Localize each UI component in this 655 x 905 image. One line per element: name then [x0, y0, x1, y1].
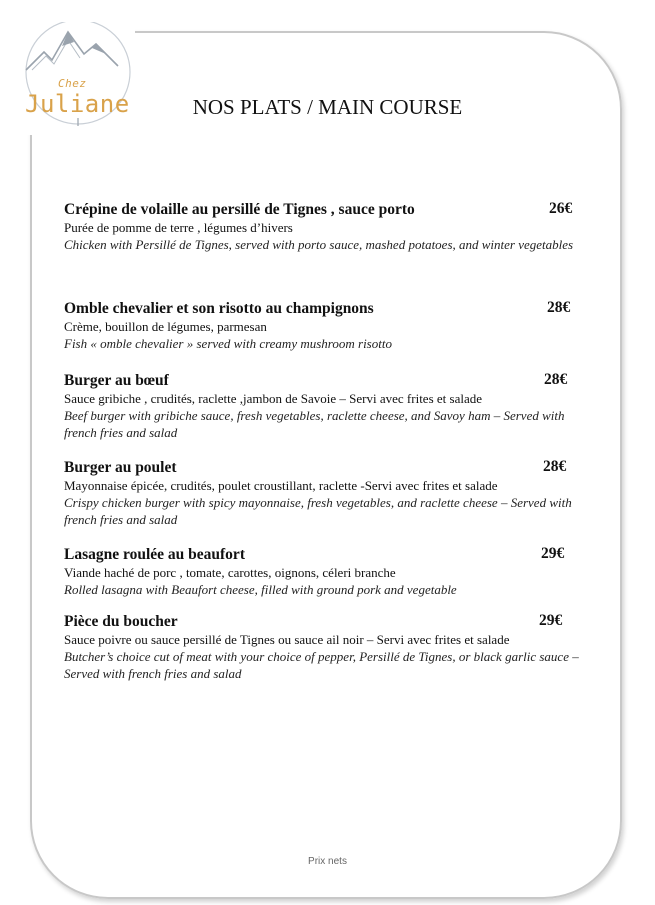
logo-text-juliane: Juliane: [25, 90, 130, 118]
dish-name: Crépine de volaille au persillé de Tignes , sauce porto: [64, 201, 415, 218]
dish-name: Burger au poulet: [64, 459, 177, 476]
dish-description-fr: Sauce gribiche , crudités, raclette ,jambon de Savoie – Servi avec frites et salade: [64, 391, 482, 406]
logo-text-chez: Chez: [58, 77, 87, 90]
dish-price: 28€: [543, 458, 567, 475]
dish-name: Lasagne roulée au beaufort: [64, 546, 245, 563]
dish-item: [64, 200, 584, 253]
dish-item: [64, 299, 584, 352]
dish-description-en: Butcher’s choice cut of meat with your choice of pepper, Persillé de Tignes, or black garlic sauce – Served with french fries and salad: [64, 649, 579, 681]
dish-item: [64, 371, 584, 441]
dish-description-fr: Viande haché de porc , tomate, carottes, oignons, céleri branche: [64, 565, 396, 580]
menu-title: NOS PLATS / MAIN COURSE: [192, 95, 463, 119]
dish-name: Burger au bœuf: [64, 372, 169, 389]
dish-price: 28€: [547, 299, 571, 316]
dish-description-fr: Crème, bouillon de légumes, parmesan: [64, 319, 267, 334]
dish-item: [64, 545, 584, 598]
dish-description-fr: Sauce poivre ou sauce persillé de Tignes ou sauce ail noir – Servi avec frites et salade: [64, 632, 510, 647]
dish-description-fr: Mayonnaise épicée, crudités, poulet croustillant, raclette -Servi avec frites et salade: [64, 478, 498, 493]
dish-description-en: Crispy chicken burger with spicy mayonnaise, fresh vegetables, and raclette cheese – Served with french fries and salad: [64, 495, 572, 527]
dish-description-en: Chicken with Persillé de Tignes, served with porto sauce, mashed potatoes, and winter vegetables: [64, 237, 574, 252]
dish-price: 29€: [539, 612, 563, 629]
dish-description-en: Fish « omble chevalier » served with creamy mushroom risotto: [64, 336, 392, 351]
dish-price: 29€: [541, 545, 565, 562]
dish-description-en: Rolled lasagna with Beaufort cheese, filled with ground pork and vegetable: [64, 582, 457, 597]
dish-description-fr: Purée de pomme de terre , légumes d’hivers: [64, 220, 293, 235]
dish-item: [64, 458, 584, 528]
dish-name: Omble chevalier et son risotto au champignons: [64, 300, 374, 317]
dish-price: 28€: [544, 371, 568, 388]
footer-note: Prix nets: [308, 856, 347, 867]
dish-item: [64, 612, 584, 682]
dish-price: 26€: [549, 200, 573, 217]
dish-description-en: Beef burger with gribiche sauce, fresh vegetables, raclette cheese, and Savoy ham – Served with french fries and salad: [64, 408, 565, 440]
dish-name: Pièce du boucher: [64, 613, 178, 630]
